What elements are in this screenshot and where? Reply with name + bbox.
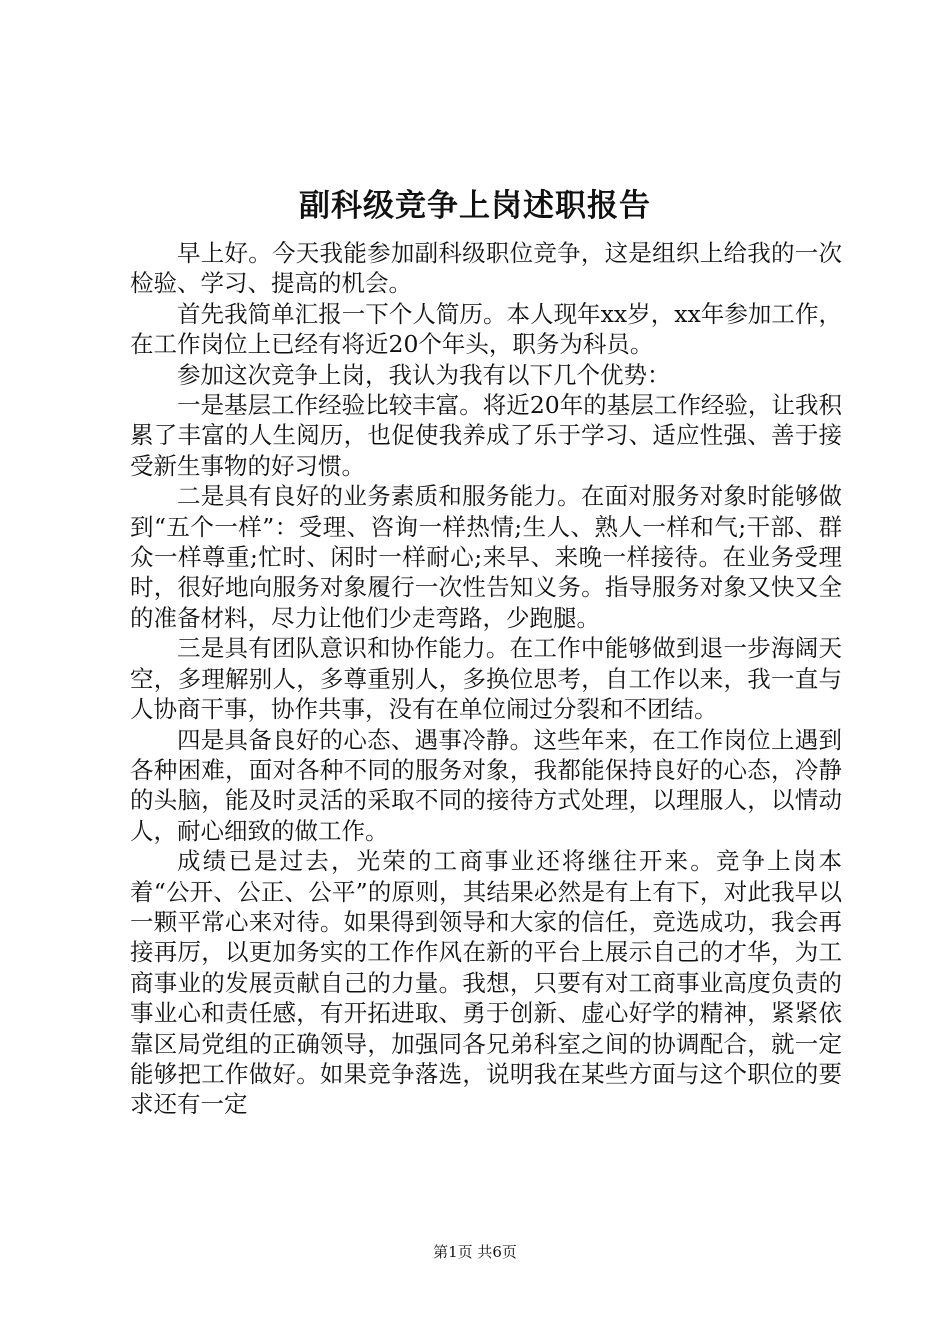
- document-title: 副科级竞争上岗述职报告: [299, 188, 651, 224]
- paragraph-advantage-3: 三是具有团队意识和协作能力。在工作中能够做到退一步海阔天空，多理解别人，多尊重别人，多换位思考，自工作以来，我一直与人协商干事，协作共事，没有在单位闹过分裂和不团结。: [130, 634, 842, 724]
- page-number-footer: 第1页 共6页: [433, 1243, 517, 1261]
- paragraph-advantages-intro: 参加这次竞争上岗，我认为我有以下几个优势：: [177, 360, 671, 389]
- paragraph-advantage-2: 二是具有良好的业务素质和服务能力。在面对服务对象时能够做到“五个一样”：受理、咨询一样热情;生人、熟人一样和气;干部、群众一样尊重;忙时、闲时一样耐心;来早、来晚一样接待。在业务受理时，很好地向服务对象履行一次性告知义务。指导服务对象又快又全的准备材料，尽力让他们少走弯路，少跑腿。: [130, 482, 842, 632]
- paragraph-conclusion: 成绩已是过去，光荣的工商事业还将继往开来。竞争上岗本着“公开、公正、公平”的原则，其结果必然是有上有下，对此我早以一颗平常心来对待。如果得到领导和大家的信任，竞选成功，我会再接再厉，以更加务实的工作作风在新的平台上展示自己的才华，为工商事业的发展贡献自己的力量。我想，只要有对工商事业高度负责的事业心和责任感，有开拓进取、勇于创新、虚心好学的精神，紧紧依靠区局党组的正确领导，加强同各兄弟科室之间的协调配合，就一定能够把工作做好。如果竞争落选，说明我在某些方面与这个职位的要求还有一定: [130, 847, 842, 1119]
- paragraph-advantage-4: 四是具备良好的心态、遇事冷静。这些年来，在工作岗位上遇到各种困难，面对各种不同的服务对象，我都能保持良好的心态，冷静的头脑，能及时灵活的采取不同的接待方式处理，以理服人，以情动人，耐心细致的做工作。: [130, 725, 842, 845]
- document-body: [130, 238, 842, 1120]
- paragraph-greeting: 早上好。今天我能参加副科级职位竞争，这是组织上给我的一次检验、学习、提高的机会。: [130, 239, 842, 298]
- paragraph-resume: 首先我简单汇报一下个人简历。本人现年xx岁，xx年参加工作，在工作岗位上已经有将近20个年头，职务为科员。: [130, 299, 842, 359]
- paragraph-advantage-1: 一是基层工作经验比较丰富。将近20年的基层工作经验，让我积累了丰富的人生阅历，也促使我养成了乐于学习、适应性强、善于接受新生事物的好习惯。: [130, 391, 842, 480]
